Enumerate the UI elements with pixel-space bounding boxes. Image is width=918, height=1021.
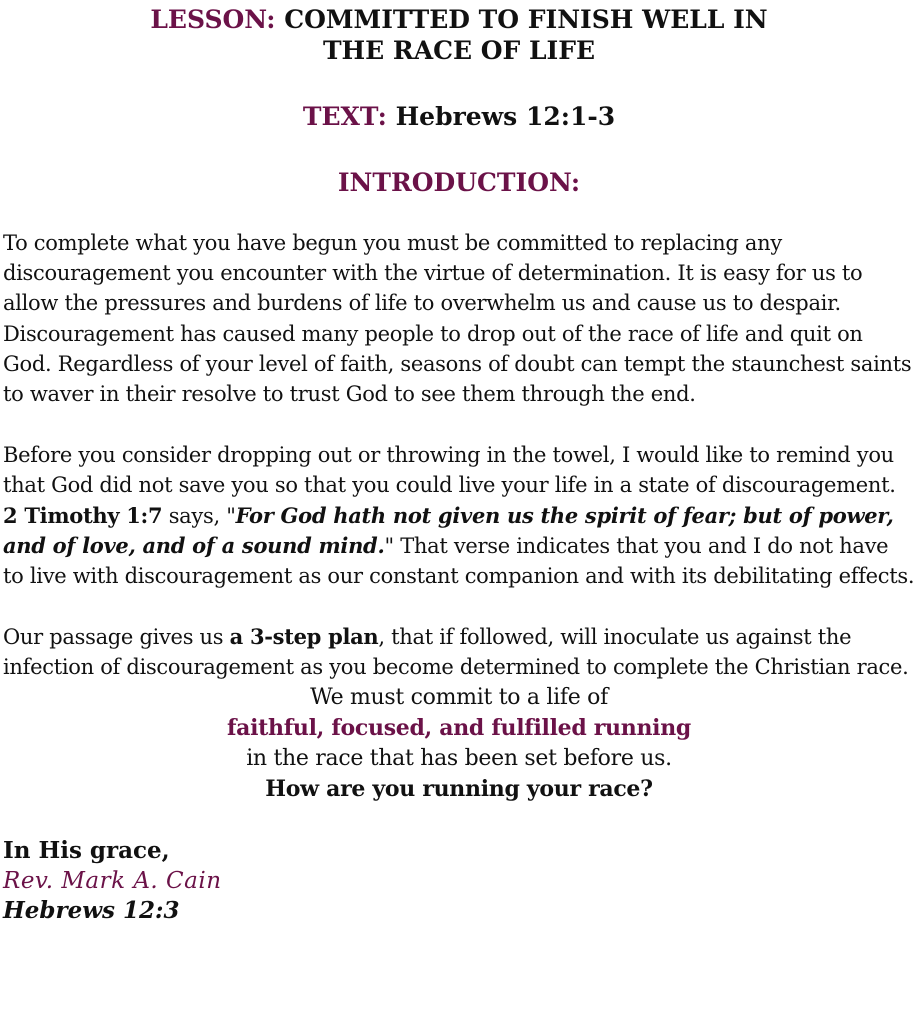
summary-block <box>3 683 915 805</box>
signature-reference: Hebrews 12:3 <box>3 896 180 924</box>
scripture-text-line <box>3 101 915 132</box>
text-label: TEXT: <box>302 102 387 131</box>
paragraph-3 <box>3 622 915 682</box>
paragraph-2 <box>3 440 915 591</box>
lesson-title-line2: THE RACE OF LIFE <box>322 36 596 65</box>
paragraph-2-end: " That verse indicates that you and I do not have to live with discouragement as our constant companion and with its debilitating effects. <box>3 533 915 589</box>
signature-name: Rev. Mark A. Cain <box>3 867 222 894</box>
lesson-label: LESSON: <box>150 5 276 34</box>
paragraph-3-end: , that if followed, will inoculate us against the infection of discouragement as you become determined to complete the Christian race. <box>3 625 909 680</box>
signature-block <box>3 835 915 926</box>
text-reference: Hebrews 12:1-3 <box>395 102 616 131</box>
paragraph-1: To complete what you have begun you must be committed to replacing any discouragement you encounter with the virtue of determination. It is easy for us to allow the pressures and burdens of life to overwhelm us and cause us to despair. Discouragement has caused many people to drop out of the race of life and quit on God. Regardless of your level of faith, seasons of doubt can tempt the staunchest saints to waver in their resolve to trust God to see them through the end. <box>3 231 912 407</box>
lesson-title-line1: COMMITTED TO FINISH WELL IN <box>284 5 768 34</box>
lesson-title <box>3 4 915 66</box>
summary-line-4: How are you running your race? <box>265 776 653 803</box>
summary-line-2: faithful, focused, and fulfilled running <box>227 715 691 742</box>
paragraph-2-quote: For God hath not given us the spirit of fear; but of power, and of love, and of a sound mind. <box>3 502 894 558</box>
summary-line-1: We must commit to a life of <box>310 684 608 710</box>
signature-closing: In His grace, <box>3 836 170 864</box>
paragraph-2-reference: 2 Timothy 1:7 <box>3 502 163 528</box>
paragraph-3-bold: a 3-step plan <box>229 624 379 650</box>
paragraph-2-start: Before you consider dropping out or throwing in the towel, I would like to remind you that God did not save you so that you could live your life in a state of discouragement. <box>3 443 896 498</box>
introduction-heading: INTRODUCTION: <box>337 168 581 197</box>
paragraph-2-says: says, " <box>168 503 236 528</box>
paragraph-3-start: Our passage gives us <box>3 625 224 650</box>
summary-line-3: in the race that has been set before us. <box>246 745 672 771</box>
